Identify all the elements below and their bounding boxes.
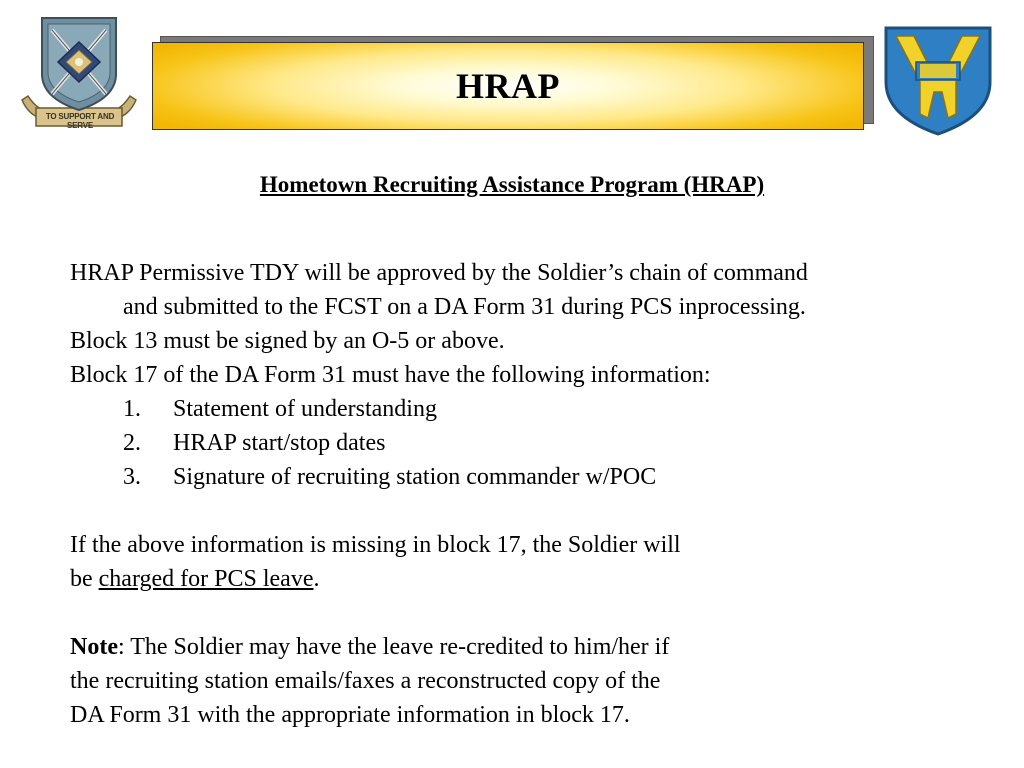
list-number: 3. <box>123 464 141 490</box>
list-item <box>70 392 970 426</box>
para1-line2: and submitted to the FCST on a DA Form 31 during PCS inprocessing. <box>123 294 806 320</box>
title-box <box>152 42 864 130</box>
crest-motto: TO SUPPORT AND SERVE <box>45 112 115 130</box>
list-text: Statement of understanding <box>173 396 437 422</box>
spacer <box>70 596 970 630</box>
block17-line: Block 17 of the DA Form 31 must have the following information: <box>70 362 711 388</box>
spacer <box>70 494 970 528</box>
note-line2: the recruiting station emails/faxes a reconstructed copy of the <box>70 668 661 694</box>
missing-line2-prefix: be <box>70 566 99 592</box>
list-item <box>70 426 970 460</box>
note-line3: DA Form 31 with the appropriate information in block 17. <box>70 702 630 728</box>
note-label: Note <box>70 634 118 660</box>
list-number: 1. <box>123 396 141 422</box>
crest-icon <box>18 14 140 136</box>
missing-line2-suffix: . <box>313 566 320 592</box>
para1-line1: HRAP Permissive TDY will be approved by the Soldier’s chain of command <box>70 260 808 286</box>
page-title: HRAP <box>456 66 560 106</box>
list-number: 2. <box>123 430 141 456</box>
list-text: HRAP start/stop dates <box>173 430 386 456</box>
shield-icon <box>880 22 996 138</box>
note-line1 <box>70 630 970 664</box>
missing-line1: If the above information is missing in block 17, the Soldier will <box>70 532 681 558</box>
charged-for-pcs-leave-text: charged for PCS leave <box>98 566 314 592</box>
list-item <box>70 460 970 494</box>
list-text: Signature of recruiting station commander w/POC <box>173 464 657 490</box>
missing-line2 <box>70 562 970 596</box>
block13-line: Block 13 must be signed by an O-5 or above. <box>70 328 505 354</box>
slide-body <box>70 256 970 732</box>
subtitle: Hometown Recruiting Assistance Program (HRAP) <box>259 172 765 197</box>
note-line1-text: : The Soldier may have the leave re-credited to him/her if <box>117 634 670 660</box>
